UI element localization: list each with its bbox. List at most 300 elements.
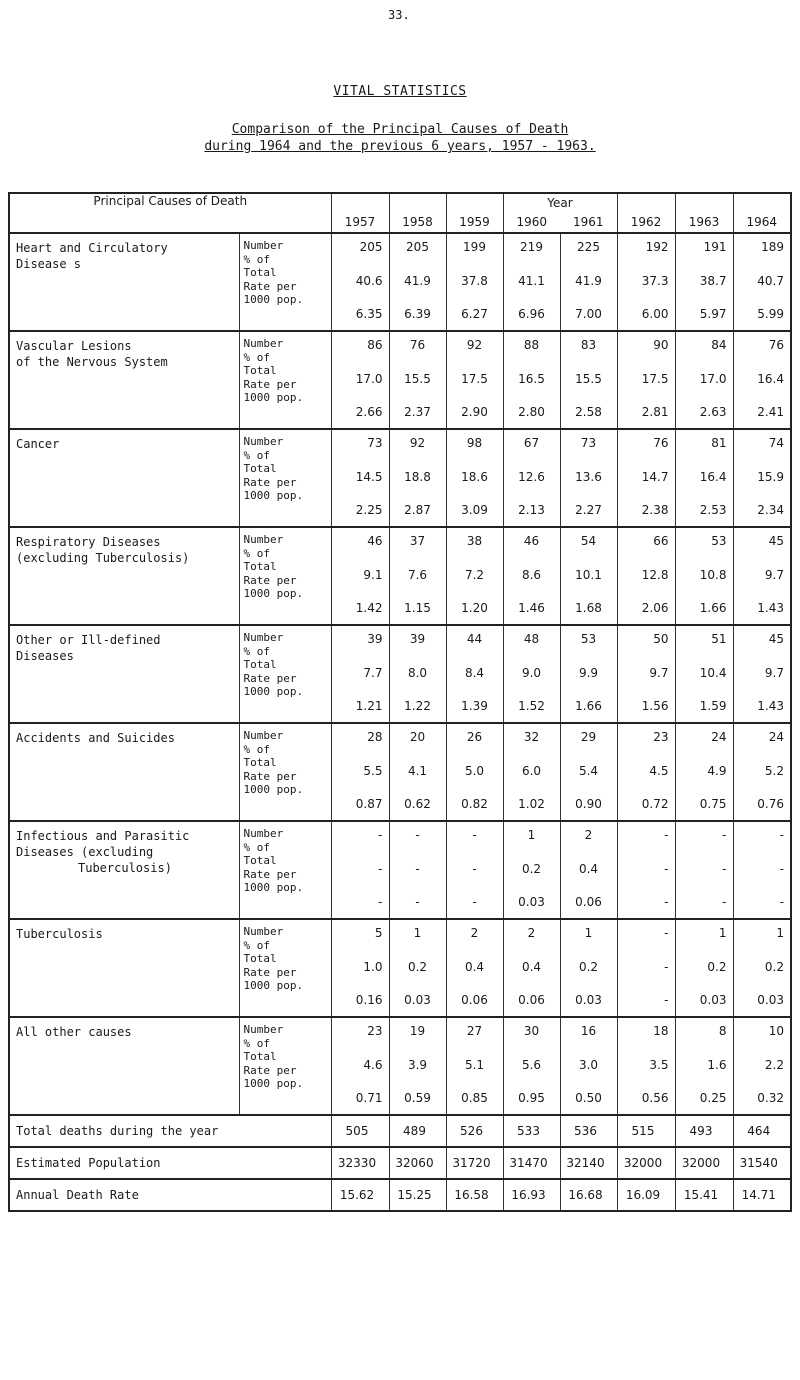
total-value: 15.41 xyxy=(675,1179,733,1211)
number-value: 54 xyxy=(580,534,597,548)
percent-value: 7.2 xyxy=(464,568,485,582)
percent-value: 37.3 xyxy=(641,274,669,288)
year-values-cell xyxy=(617,821,675,919)
year-values-cell xyxy=(733,1017,791,1115)
cause-name-line: Accidents and Suicides xyxy=(16,731,175,745)
header-cause-label: Principal Causes of Death xyxy=(9,193,331,233)
total-value: 505 xyxy=(331,1115,389,1147)
percent-value: 0.2 xyxy=(578,960,599,974)
row-label: Total xyxy=(243,1050,277,1063)
number-value: 8 xyxy=(718,1024,727,1038)
cause-name-line: Cancer xyxy=(16,437,60,451)
percent-value: 17.5 xyxy=(641,372,669,386)
row-label: Number xyxy=(243,1023,284,1036)
year-values-cell xyxy=(617,919,675,1017)
total-value: 16.93 xyxy=(503,1179,560,1211)
rate-value: 0.03 xyxy=(404,993,431,1007)
number-value: 76 xyxy=(768,338,784,352)
cause-group-row xyxy=(9,1017,791,1115)
percent-value: - xyxy=(664,960,669,974)
header-year-span: Year 1960 1961 xyxy=(503,193,617,233)
number-value: 23 xyxy=(367,1024,383,1038)
number-value: - xyxy=(472,828,477,842)
percent-value: 16.5 xyxy=(518,372,545,386)
year-values-cell xyxy=(331,233,389,331)
rate-value: 0.32 xyxy=(757,1091,784,1105)
number-value: 73 xyxy=(367,436,383,450)
percent-value: 10.8 xyxy=(699,568,727,582)
rate-value: 1.46 xyxy=(518,601,545,615)
total-value: 464 xyxy=(733,1115,791,1147)
rate-value: - xyxy=(378,895,383,909)
total-row-label: Total deaths during the year xyxy=(9,1115,331,1147)
number-value: 205 xyxy=(359,240,383,254)
percent-value: 9.9 xyxy=(578,666,599,680)
rate-value: 1.43 xyxy=(757,601,784,615)
year-values-cell xyxy=(331,919,389,1017)
percent-value: 10.1 xyxy=(575,568,602,582)
percent-value: 12.8 xyxy=(641,568,669,582)
row-labels xyxy=(239,723,331,821)
percent-value: 12.6 xyxy=(518,470,545,484)
year-values-cell xyxy=(733,233,791,331)
number-value: 191 xyxy=(703,240,727,254)
percent-value: - xyxy=(779,862,784,876)
percent-value: - xyxy=(722,862,727,876)
rate-value: 1.15 xyxy=(404,601,431,615)
row-label: 1000 pop. xyxy=(243,293,304,306)
percent-value: 9.1 xyxy=(363,568,383,582)
rate-value: - xyxy=(779,895,784,909)
row-label: Total xyxy=(243,658,277,671)
number-value: 50 xyxy=(653,632,669,646)
total-value: 32060 xyxy=(389,1147,446,1179)
rate-value: - xyxy=(415,895,420,909)
rate-value: 3.09 xyxy=(461,503,488,517)
document-title: VITAL STATISTICS xyxy=(333,84,467,99)
year-values-cell xyxy=(389,821,446,919)
year-values-cell xyxy=(560,233,617,331)
year-values-cell xyxy=(675,723,733,821)
year-values-cell xyxy=(389,429,446,527)
number-value: 23 xyxy=(653,730,669,744)
rate-value: 2.66 xyxy=(355,405,383,419)
year-values-cell xyxy=(560,919,617,1017)
header-year: 1958 xyxy=(389,193,446,233)
year-values-cell xyxy=(446,429,503,527)
cause-name-line: Vascular Lesions xyxy=(16,339,132,353)
year-values-cell xyxy=(503,331,560,429)
percent-value: 0.2 xyxy=(764,960,784,974)
percent-value: 6.0 xyxy=(521,764,542,778)
year-values-cell xyxy=(617,723,675,821)
percent-value: 4.5 xyxy=(649,764,669,778)
total-value: 489 xyxy=(389,1115,446,1147)
total-value: 16.68 xyxy=(560,1179,617,1211)
rate-value: - xyxy=(472,895,477,909)
rate-value: 0.06 xyxy=(575,895,602,909)
row-labels xyxy=(239,625,331,723)
year-values-cell xyxy=(389,331,446,429)
total-value: 493 xyxy=(675,1115,733,1147)
percent-value: 4.9 xyxy=(707,764,727,778)
rate-value: 0.56 xyxy=(641,1091,669,1105)
cause-name-line: Tuberculosis xyxy=(16,927,103,941)
year-values-cell xyxy=(389,1017,446,1115)
rate-value: 2.58 xyxy=(575,405,602,419)
rate-value: 2.25 xyxy=(355,503,383,517)
rate-value: 1.56 xyxy=(641,699,669,713)
row-label: Rate per xyxy=(243,867,297,881)
percent-value: 37.8 xyxy=(461,274,488,288)
row-label: 1000 pop. xyxy=(243,1077,304,1090)
cause-group-row xyxy=(9,625,791,723)
row-labels xyxy=(239,527,331,625)
year-values-cell xyxy=(560,331,617,429)
rate-value: 1.39 xyxy=(461,699,488,713)
row-label: Number xyxy=(243,925,284,938)
percent-value: 5.1 xyxy=(464,1058,485,1072)
cause-name-line: All other causes xyxy=(16,1025,132,1039)
year-values-cell xyxy=(733,919,791,1017)
row-label: Rate per xyxy=(243,769,297,783)
year-values-cell xyxy=(503,233,560,331)
rate-value: 0.72 xyxy=(641,797,669,811)
cause-name-line: Diseases (excluding xyxy=(16,845,154,859)
row-label: % of xyxy=(243,644,270,658)
row-label: Total xyxy=(243,952,277,965)
number-value: 39 xyxy=(409,632,426,646)
cause-group-row xyxy=(9,821,791,919)
percent-value: 9.7 xyxy=(764,568,784,582)
percent-value: 40.7 xyxy=(757,274,784,288)
year-values-cell xyxy=(675,919,733,1017)
cause-name xyxy=(9,625,239,723)
percent-value: - xyxy=(664,862,669,876)
total-row xyxy=(9,1115,791,1147)
percent-value: 15.5 xyxy=(575,372,602,386)
total-value: 15.25 xyxy=(389,1179,446,1211)
number-value: 2 xyxy=(527,926,536,940)
total-value: 32140 xyxy=(560,1147,617,1179)
header-year: 1962 xyxy=(617,193,675,233)
number-value: - xyxy=(378,828,383,842)
number-value: 45 xyxy=(768,632,784,646)
percent-value: - xyxy=(472,862,477,876)
cause-name xyxy=(9,919,239,1017)
cause-group-row xyxy=(9,429,791,527)
row-label: Rate per xyxy=(243,671,297,685)
percent-value: 3.5 xyxy=(649,1058,669,1072)
row-labels xyxy=(239,331,331,429)
percent-value: 41.9 xyxy=(404,274,431,288)
number-value: 46 xyxy=(523,534,540,548)
year-values-cell xyxy=(675,1017,733,1115)
rate-value: - xyxy=(722,895,727,909)
year-values-cell xyxy=(331,1017,389,1115)
year-values-cell xyxy=(331,625,389,723)
year-values-cell xyxy=(331,429,389,527)
row-label: % of xyxy=(243,448,270,462)
cause-name xyxy=(9,233,239,331)
row-label: Rate per xyxy=(243,965,297,979)
cause-name xyxy=(9,821,239,919)
year-values-cell xyxy=(733,723,791,821)
percent-value: 9.7 xyxy=(764,666,784,680)
row-label: % of xyxy=(243,840,270,854)
total-row-label: Annual Death Rate xyxy=(9,1179,331,1211)
total-value: 32000 xyxy=(617,1147,675,1179)
percent-value: 18.8 xyxy=(404,470,431,484)
number-value: 46 xyxy=(367,534,383,548)
number-value: 199 xyxy=(463,240,486,254)
rate-value: 7.00 xyxy=(575,307,602,321)
percent-value: 8.4 xyxy=(464,666,485,680)
number-value: 205 xyxy=(406,240,429,254)
percent-value: 3.0 xyxy=(578,1058,599,1072)
cause-name-line: Heart and Circulatory xyxy=(16,241,168,255)
number-value: 27 xyxy=(466,1024,483,1038)
year-values-cell xyxy=(733,331,791,429)
total-value: 16.09 xyxy=(617,1179,675,1211)
year-values-cell xyxy=(675,527,733,625)
row-label: Number xyxy=(243,435,284,448)
row-label: Total xyxy=(243,462,277,475)
number-value: 1 xyxy=(527,828,536,842)
total-value: 536 xyxy=(560,1115,617,1147)
year-values-cell xyxy=(446,723,503,821)
rate-value: 2.53 xyxy=(699,503,727,517)
percent-value: 10.4 xyxy=(699,666,727,680)
row-label: Total xyxy=(243,364,277,377)
total-value: 15.62 xyxy=(331,1179,389,1211)
number-value: 73 xyxy=(580,436,597,450)
percent-value: 0.4 xyxy=(578,862,599,876)
percent-value: 4.1 xyxy=(407,764,428,778)
number-value: 5 xyxy=(374,926,383,940)
rate-value: 1.22 xyxy=(404,699,431,713)
year-values-cell xyxy=(617,429,675,527)
year-values-cell xyxy=(503,919,560,1017)
number-value: 29 xyxy=(580,730,597,744)
number-value: 83 xyxy=(580,338,597,352)
number-value: 45 xyxy=(768,534,784,548)
number-value: 30 xyxy=(523,1024,540,1038)
rate-value: 2.38 xyxy=(641,503,669,517)
row-label: 1000 pop. xyxy=(243,391,304,404)
number-value: 28 xyxy=(367,730,383,744)
percent-value: 15.5 xyxy=(404,372,431,386)
cause-name-line: Other or Ill-defined xyxy=(16,633,161,647)
percent-value: 17.0 xyxy=(355,372,383,386)
number-value: 84 xyxy=(711,338,727,352)
year-values-cell xyxy=(503,1017,560,1115)
row-label: 1000 pop. xyxy=(243,587,304,600)
cause-group-row xyxy=(9,919,791,1017)
row-label: Number xyxy=(243,533,284,546)
year-values-cell xyxy=(560,625,617,723)
rate-value: 0.87 xyxy=(355,797,383,811)
number-value: 19 xyxy=(409,1024,426,1038)
rate-value: 0.59 xyxy=(404,1091,431,1105)
cause-group-row xyxy=(9,331,791,429)
number-value: 20 xyxy=(409,730,426,744)
number-value: - xyxy=(415,828,420,842)
rate-value: 0.03 xyxy=(699,993,727,1007)
cause-name-line: Infectious and Parasitic xyxy=(16,829,190,843)
year-values-cell xyxy=(675,821,733,919)
rate-value: 0.03 xyxy=(518,895,545,909)
cause-name-line: (excluding Tuberculosis) xyxy=(16,551,190,565)
year-values-cell xyxy=(446,527,503,625)
number-value: 51 xyxy=(711,632,727,646)
number-value: 98 xyxy=(466,436,483,450)
percent-value: - xyxy=(378,862,383,876)
percent-value: 0.2 xyxy=(707,960,727,974)
rate-value: 2.13 xyxy=(518,503,545,517)
year-values-cell xyxy=(560,821,617,919)
cause-group-row xyxy=(9,233,791,331)
number-value: 53 xyxy=(711,534,727,548)
total-value: 31720 xyxy=(446,1147,503,1179)
row-label: Total xyxy=(243,854,277,867)
row-label: Rate per xyxy=(243,377,297,391)
number-value: 86 xyxy=(367,338,383,352)
year-values-cell xyxy=(733,527,791,625)
rate-value: 2.80 xyxy=(518,405,545,419)
cause-name-line: Tuberculosis) xyxy=(78,861,172,875)
rate-value: 1.66 xyxy=(575,699,602,713)
percent-value: 17.5 xyxy=(461,372,488,386)
year-values-cell xyxy=(389,723,446,821)
number-value: 24 xyxy=(768,730,784,744)
percent-value: 8.6 xyxy=(521,568,542,582)
row-label: Total xyxy=(243,756,277,769)
percent-value: 18.6 xyxy=(461,470,488,484)
year-values-cell xyxy=(446,233,503,331)
rate-value: 1.02 xyxy=(518,797,545,811)
total-row xyxy=(9,1179,791,1211)
percent-value: 4.6 xyxy=(363,1058,383,1072)
row-label: % of xyxy=(243,252,270,266)
cause-name xyxy=(9,527,239,625)
number-value: 2 xyxy=(584,828,593,842)
number-value: 88 xyxy=(523,338,540,352)
row-labels xyxy=(239,919,331,1017)
rate-value: 6.35 xyxy=(355,307,383,321)
total-value: 515 xyxy=(617,1115,675,1147)
year-values-cell xyxy=(389,919,446,1017)
rate-value: 6.96 xyxy=(518,307,545,321)
percent-value: 5.0 xyxy=(464,764,485,778)
number-value: 81 xyxy=(711,436,727,450)
year-values-cell xyxy=(617,625,675,723)
percent-value: 7.7 xyxy=(363,666,383,680)
number-value: 74 xyxy=(768,436,784,450)
page-number: 33. xyxy=(388,8,410,22)
year-values-cell xyxy=(503,821,560,919)
total-value: 31540 xyxy=(733,1147,791,1179)
rate-value: 0.06 xyxy=(461,993,488,1007)
percent-value: 1.6 xyxy=(707,1058,727,1072)
number-value: 92 xyxy=(466,338,483,352)
causes-of-death-table xyxy=(8,192,792,1212)
number-value: 76 xyxy=(409,338,426,352)
rate-value: 2.63 xyxy=(699,405,727,419)
total-row xyxy=(9,1147,791,1179)
cause-name-line: of the Nervous System xyxy=(16,355,168,369)
rate-value: 0.85 xyxy=(461,1091,488,1105)
percent-value: 0.2 xyxy=(407,960,428,974)
cause-name-line: Respiratory Diseases xyxy=(16,535,161,549)
total-value: 32330 xyxy=(331,1147,389,1179)
rate-value: 1.42 xyxy=(355,601,383,615)
number-value: - xyxy=(722,828,727,842)
year-values-cell xyxy=(503,429,560,527)
rate-value: 2.81 xyxy=(641,405,669,419)
total-value: 526 xyxy=(446,1115,503,1147)
percent-value: 1.0 xyxy=(363,960,383,974)
row-labels xyxy=(239,1017,331,1115)
number-value: 219 xyxy=(520,240,543,254)
rate-value: 2.27 xyxy=(575,503,602,517)
year-values-cell xyxy=(675,625,733,723)
row-label: Number xyxy=(243,631,284,644)
year-values-cell xyxy=(560,429,617,527)
number-value: 192 xyxy=(645,240,669,254)
header-year: 1964 xyxy=(733,193,791,233)
total-value: 32000 xyxy=(675,1147,733,1179)
rate-value: 0.50 xyxy=(575,1091,602,1105)
year-values-cell xyxy=(503,625,560,723)
row-label: Total xyxy=(243,560,277,573)
rate-value: 5.97 xyxy=(699,307,727,321)
year-values-cell xyxy=(446,919,503,1017)
row-label: Total xyxy=(243,266,277,279)
year-values-cell xyxy=(446,1017,503,1115)
total-value: 14.71 xyxy=(733,1179,791,1211)
number-value: 1 xyxy=(584,926,593,940)
rate-value: 0.62 xyxy=(404,797,431,811)
row-label: % of xyxy=(243,938,270,952)
table-header-row xyxy=(9,193,791,233)
row-label: 1000 pop. xyxy=(243,881,304,894)
rate-value: 0.25 xyxy=(699,1091,727,1105)
number-value: 76 xyxy=(653,436,669,450)
year-values-cell xyxy=(733,821,791,919)
number-value: 44 xyxy=(466,632,483,646)
cause-name-line: Diseases xyxy=(16,649,74,663)
year-values-cell xyxy=(617,527,675,625)
percent-value: 7.6 xyxy=(407,568,428,582)
row-labels xyxy=(239,233,331,331)
year-values-cell xyxy=(331,527,389,625)
number-value: 26 xyxy=(466,730,483,744)
percent-value: 3.9 xyxy=(407,1058,428,1072)
rate-value: 1.68 xyxy=(575,601,602,615)
percent-value: 5.2 xyxy=(764,764,784,778)
rate-value: 5.99 xyxy=(757,307,784,321)
percent-value: 41.9 xyxy=(575,274,602,288)
row-label: Number xyxy=(243,827,284,840)
row-label: Number xyxy=(243,729,284,742)
percent-value: 5.5 xyxy=(363,764,383,778)
row-labels xyxy=(239,821,331,919)
percent-value: 0.4 xyxy=(464,960,485,974)
year-values-cell xyxy=(389,233,446,331)
rate-value: 6.00 xyxy=(641,307,669,321)
header-year: 1959 xyxy=(446,193,503,233)
